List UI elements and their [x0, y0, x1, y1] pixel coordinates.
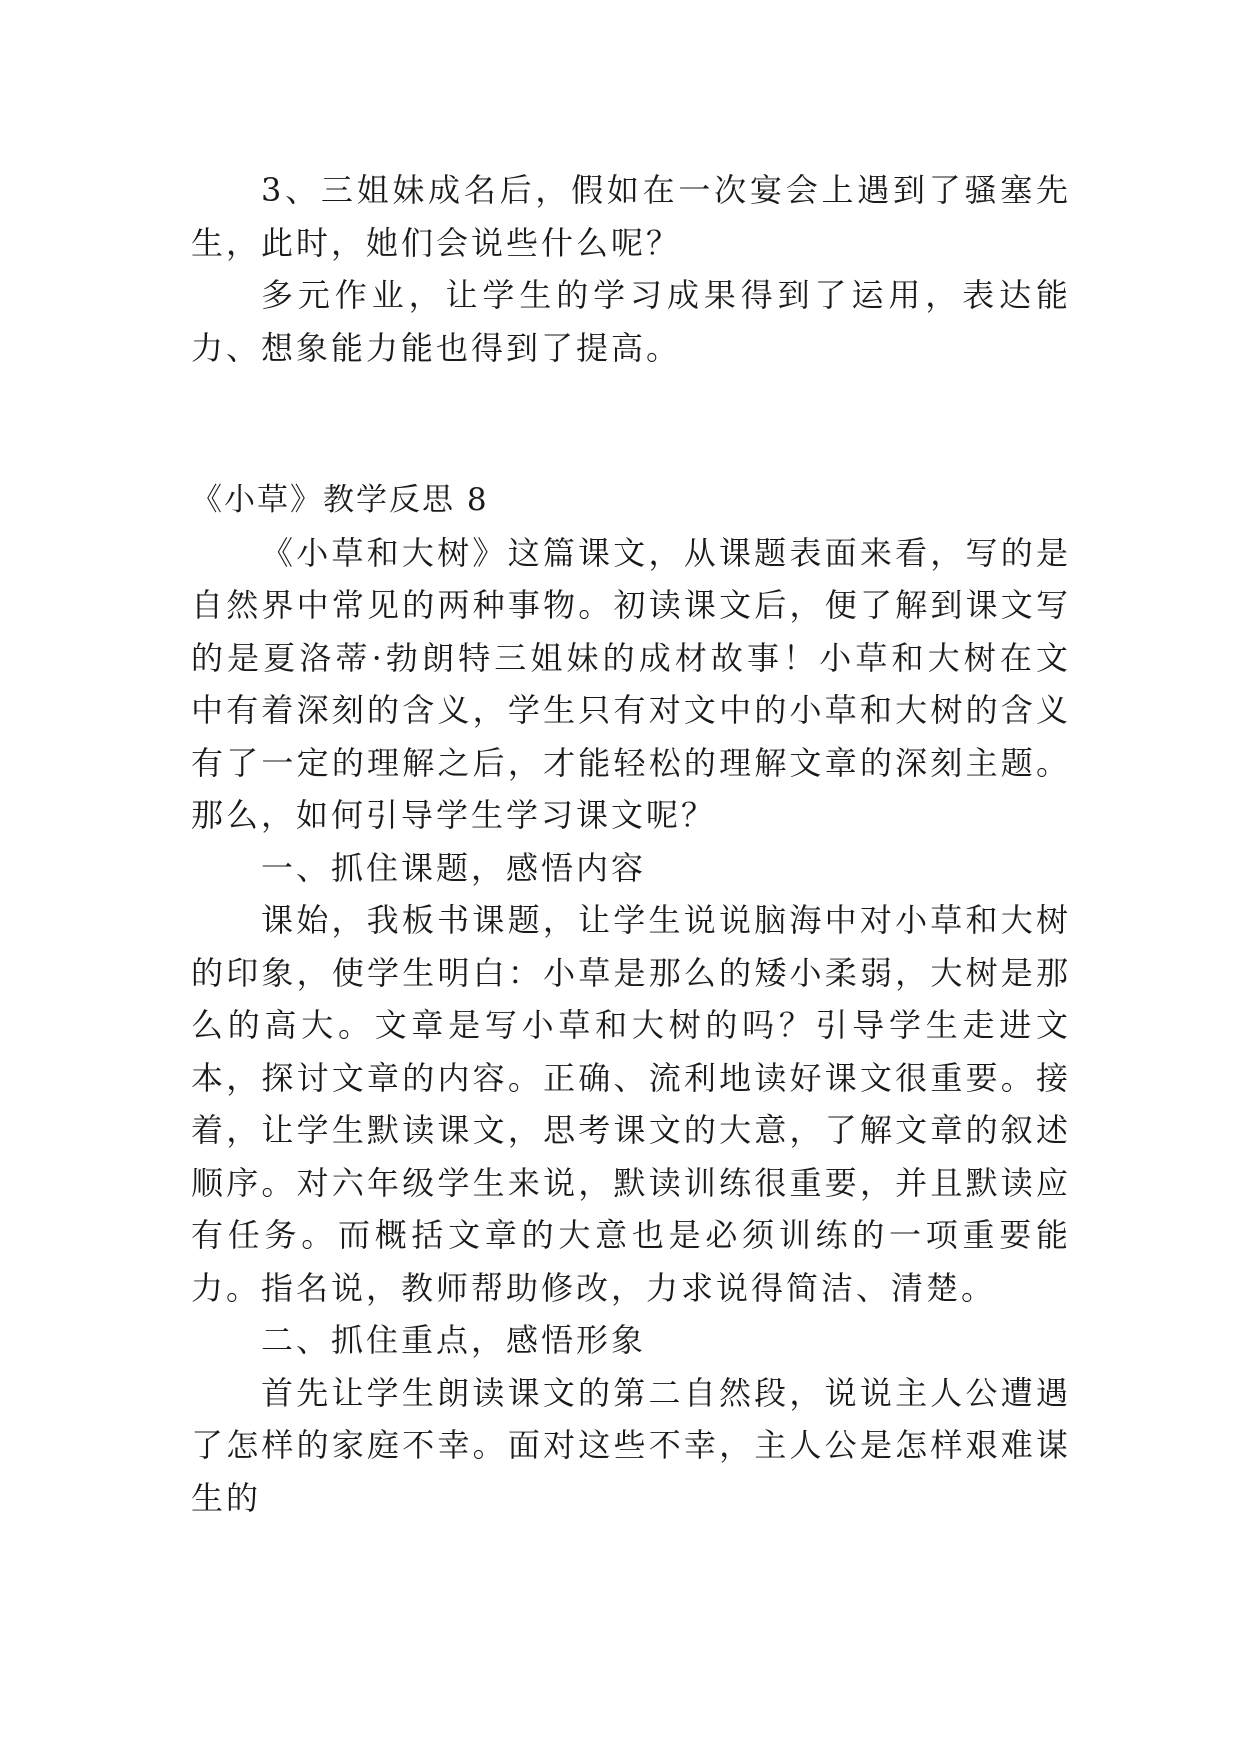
subheading-one: 一、抓住课题，感悟内容	[261, 848, 647, 887]
paragraph-intro: 《小草和大树》这篇课文，从课题表面来看，写的是自然界中常见的两种事物。初读课文后，便了解到课文写的是夏洛蒂·勃朗特三姐妹的成材故事！小草和大树在文中有着深刻的含义，学生只有对文中的小草和大树的含义有了一定的理解之后，才能轻松的理解文章的深刻主题。那么，如何引导学生学习课文呢？	[191, 533, 1071, 834]
section-spacer	[191, 374, 1071, 474]
paragraph-homework-question: 3、三姐妹成名后，假如在一次宴会上遇到了骚塞先生，此时，她们会说些什么呢？	[191, 171, 1071, 262]
paragraph-homework-summary: 多元作业，让学生的学习成果得到了运用，表达能力、想象能力能也得到了提高。	[191, 276, 1071, 367]
document-page	[191, 164, 1071, 1524]
paragraph-two: 首先让学生朗读课文的第二自然段，说说主人公遭遇了怎样的家庭不幸。面对这些不幸，主人公是怎样艰难谋生的	[191, 1373, 1071, 1517]
paragraph-one: 课始，我板书课题，让学生说说脑海中对小草和大树的印象，使学生明白：小草是那么的矮小柔弱，大树是那么的高大。文章是写小草和大树的吗？引导学生走进文本，探讨文章的内容。正确、流利地读好课文很重要。接着，让学生默读课文，思考课文的大意，了解文章的叙述顺序。对六年级学生来说，默读训练很重要，并且默读应有任务。而概括文章的大意也是必须训练的一项重要能力。指名说，教师帮助修改，力求说得简洁、清楚。	[191, 901, 1071, 1307]
subheading-two: 二、抓住重点，感悟形象	[261, 1321, 647, 1359]
section-title: 《小草》教学反思 8	[191, 482, 489, 518]
